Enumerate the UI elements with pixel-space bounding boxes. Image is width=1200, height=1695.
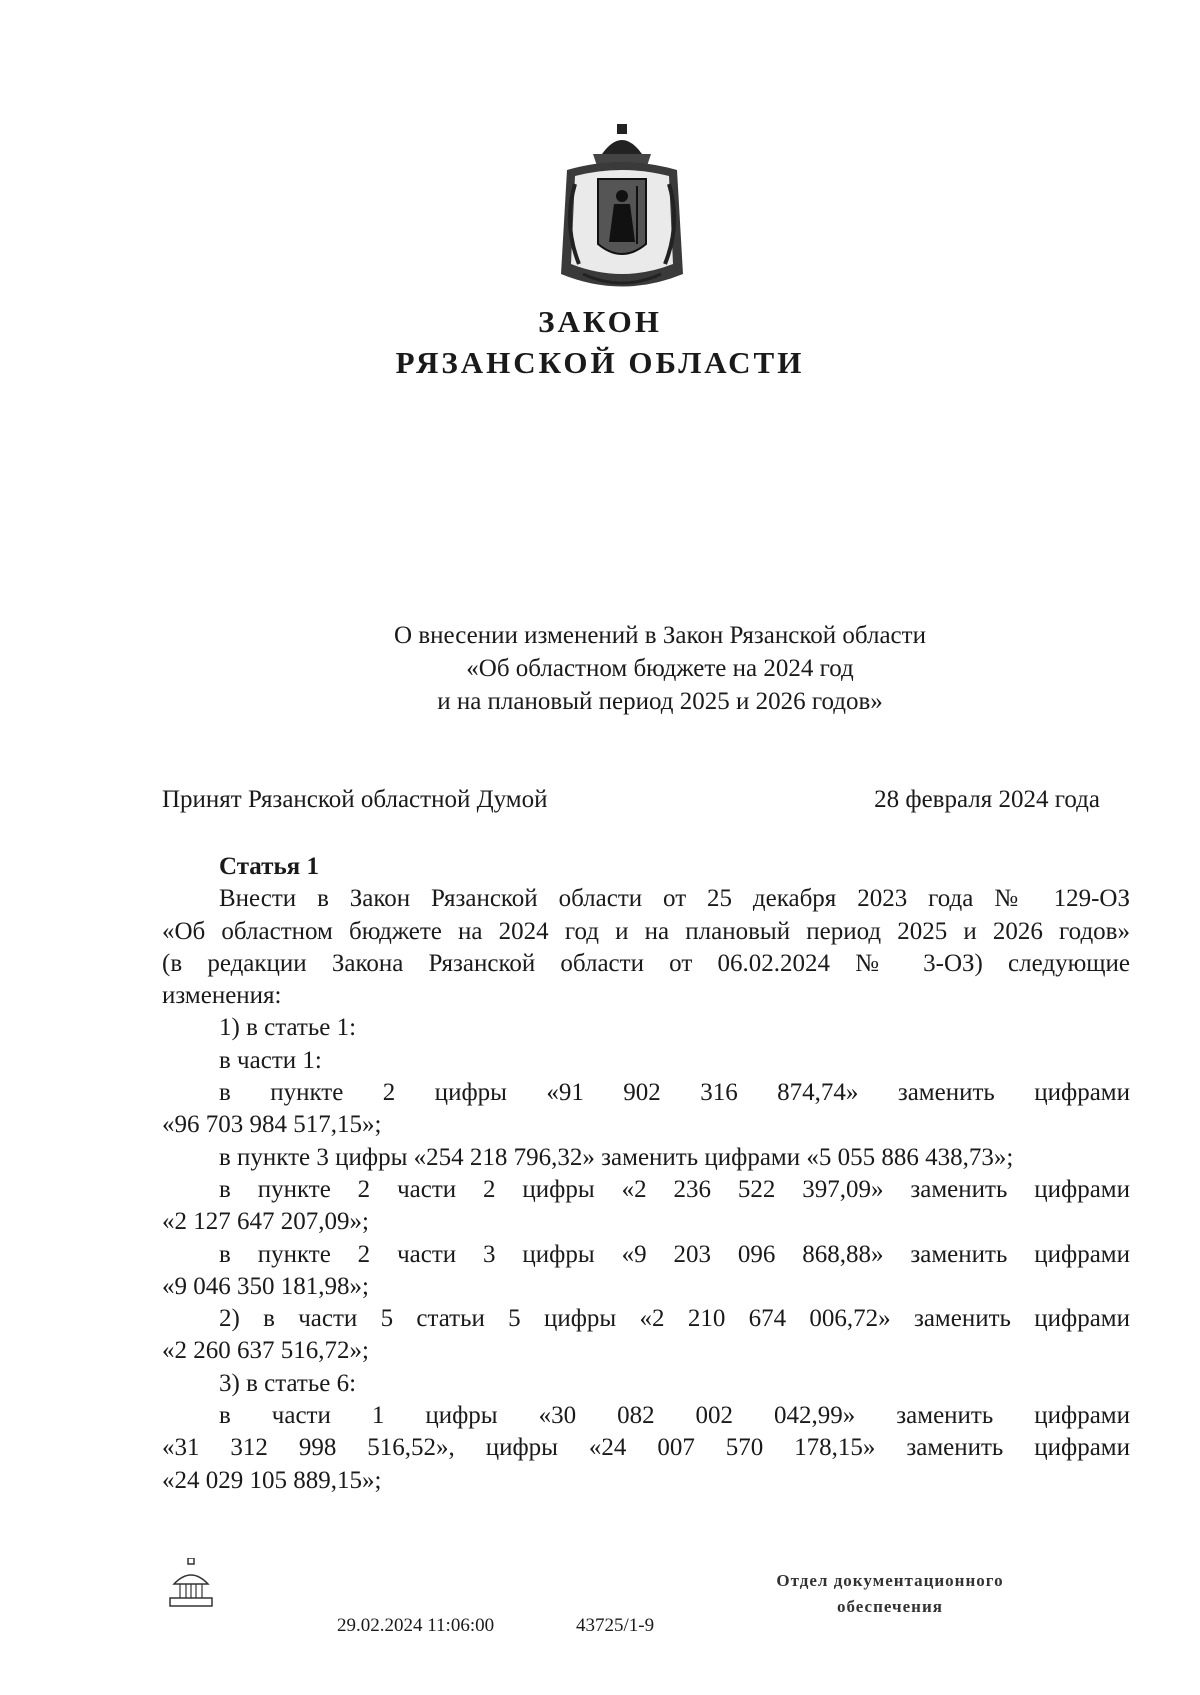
article-line: 1) в статье 1: [219, 1014, 357, 1042]
stamp-line: обеспечения [837, 1597, 943, 1616]
stamp-line: Отдел документационного [776, 1571, 1004, 1590]
adopted-by: Принят Рязанской областной Думой [162, 786, 548, 813]
adoption-date: 28 февраля 2024 года [874, 786, 1100, 813]
article-line: в части 1: [219, 1046, 322, 1074]
footer-doc-number: 43725/1-9 [576, 1615, 655, 1636]
footer-datetime: 29.02.2024 11:06:00 [337, 1615, 495, 1636]
article-line: «2 127 647 207,09»; [162, 1208, 369, 1236]
footer-stamp [740, 1568, 1040, 1620]
article-line: в пункте 3 цифры «254 218 796,32» заменить цифрами «5 055 886 438,73»; [219, 1143, 1014, 1171]
article-line: в пункте 2 цифры «91 902 316 874,74» заменить цифрами [219, 1079, 1130, 1107]
article-line: «24 029 105 889,15»; [162, 1466, 382, 1494]
article-line: в части 1 цифры «30 082 002 042,99» заменить цифрами [219, 1402, 1130, 1430]
article-line: «9 046 350 181,98»; [162, 1272, 369, 1300]
law-region: РЯЗАНСКОЙ ОБЛАСТИ [395, 345, 805, 380]
subject-line: О внесении изменений в Закон Рязанской области [394, 622, 926, 649]
law-title: ЗАКОН [538, 304, 662, 339]
article-line: в пункте 2 части 2 цифры «2 236 522 397,09» заменить цифрами [219, 1175, 1130, 1203]
article-line: «96 703 984 517,15»; [162, 1111, 382, 1139]
article-line: в пункте 2 части 3 цифры «9 203 096 868,88» заменить цифрами [219, 1240, 1130, 1268]
article-line: «2 260 637 516,72»; [162, 1337, 369, 1365]
article-heading: Статья 1 [219, 853, 319, 880]
article-line: 2) в части 5 статьи 5 цифры «2 210 674 006,72» заменить цифрами [219, 1305, 1130, 1333]
duma-building-icon [168, 1558, 214, 1608]
article-line: «Об областном бюджете на 2024 год и на плановый период 2025 и 2026 годов» [162, 917, 1130, 945]
article-body [162, 851, 1130, 1497]
subject-line: «Об областном бюджете на 2024 год [466, 655, 854, 682]
article-line: (в редакции Закона Рязанской области от 06.02.2024 № 3-ОЗ) следующие [162, 949, 1130, 977]
law-subject [0, 619, 1200, 718]
article-line: 3) в статье 6: [219, 1369, 357, 1397]
article-line: «31 312 998 516,52», цифры «24 007 570 178,15» заменить цифрами [162, 1434, 1130, 1462]
coat-of-arms-emblem [553, 124, 691, 302]
subject-line: и на плановый период 2025 и 2026 годов» [437, 688, 883, 715]
article-line: Внести в Закон Рязанской области от 25 декабря 2023 года № 129-ОЗ [219, 885, 1130, 913]
article-line: изменения: [162, 982, 282, 1010]
